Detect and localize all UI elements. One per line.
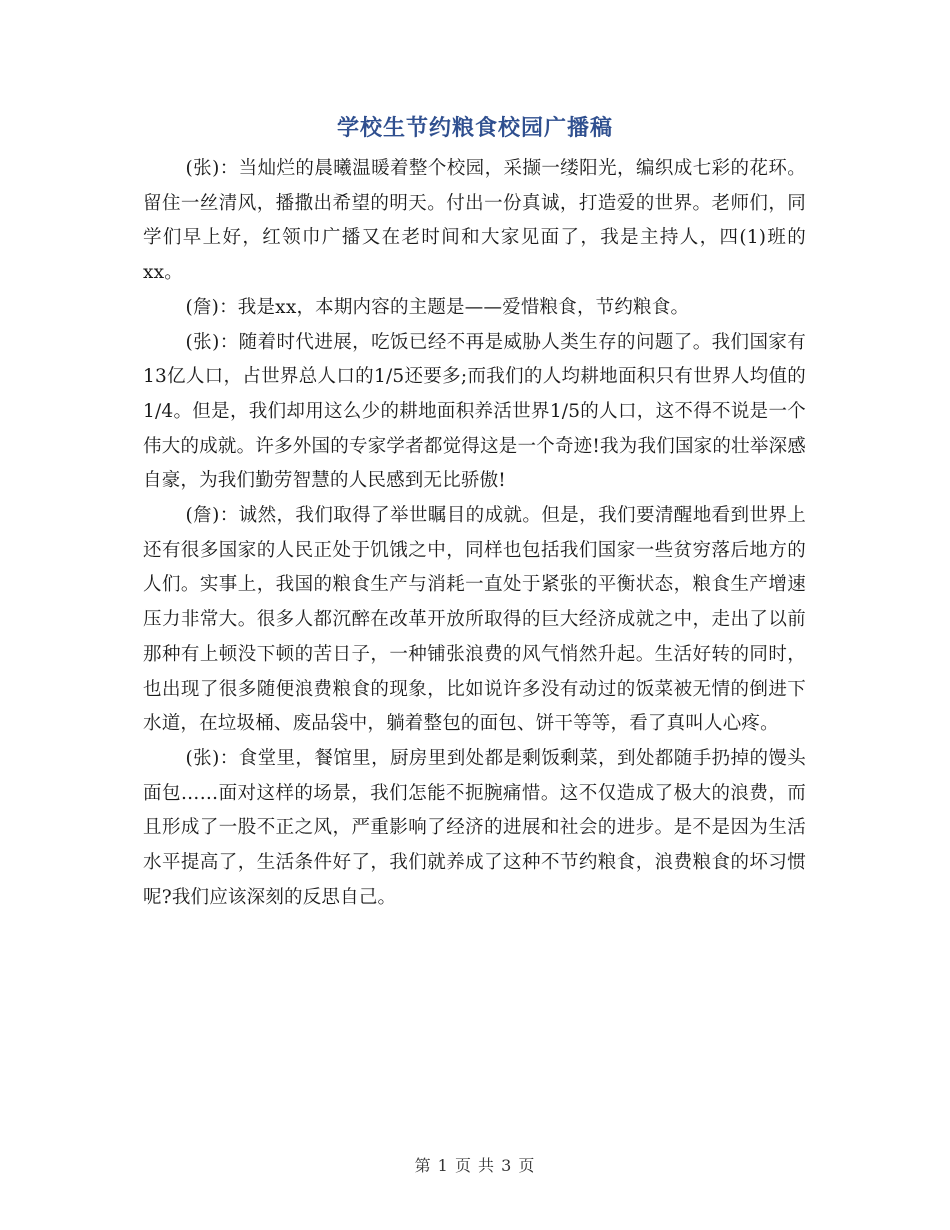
paragraph-2: (詹)：我是xx，本期内容的主题是——爱惜粮食，节约粮食。 [185, 296, 690, 318]
page-footer: 第 1 页 共 3 页 [414, 1156, 536, 1175]
document-body [143, 152, 806, 915]
paragraph-3: (张)：随着时代进展，吃饭已经不再是威胁人类生存的问题了。我们国家有13亿人口，占世界总人口的1/5还要多;而我们的人均耕地面积只有世界人均值的1/4。但是，我们却用这么少的耕地面积养活世界1/5的人口，这不得不说是一个伟大的成就。许多外国的专家学者都觉得这是一个奇迹!我为我们国家的壮举深感自豪，为我们勤劳智慧的人民感到无比骄傲! [143, 331, 806, 492]
paragraph-1: (张)：当灿烂的晨曦温暖着整个校园，采撷一缕阳光，编织成七彩的花环。留住一丝清风，播撒出希望的明天。付出一份真诚，打造爱的世界。老师们，同学们早上好，红领巾广播又在老时间和大家见面了，我是主持人，四(1)班的xx。 [143, 158, 806, 284]
paragraph-5: (张)：食堂里，餐馆里，厨房里到处都是剩饭剩菜，到处都随手扔掉的馒头面包……面对这样的场景，我们怎能不扼腕痛惜。这不仅造成了极大的浪费，而且形成了一股不正之风，严重影响了经济的进展和社会的进步。是不是因为生活水平提高了，生活条件好了，我们就养成了这种不节约粮食，浪费粮食的坏习惯呢?我们应该深刻的反思自己。 [143, 747, 806, 908]
document-title: 学校生节约粮食校园广播稿 [336, 115, 613, 141]
paragraph-4: (詹)：诚然，我们取得了举世瞩目的成就。但是，我们要清醒地看到世界上还有很多国家的人民正处于饥饿之中，同样也包括我们国家一些贫穷落后地方的人们。实事上，我国的粮食生产与消耗一直处于紧张的平衡状态，粮食生产增速压力非常大。很多人都沉醉在改革开放所取得的巨大经济成就之中，走出了以前那种有上顿没下顿的苦日子，一种铺张浪费的风气悄然升起。生活好转的同时，也出现了很多随便浪费粮食的现象，比如说许多没有动过的饭菜被无情的倒进下水道，在垃圾桶、废品袋中，躺着整包的面包、饼干等等，看了真叫人心疼。 [143, 505, 806, 735]
